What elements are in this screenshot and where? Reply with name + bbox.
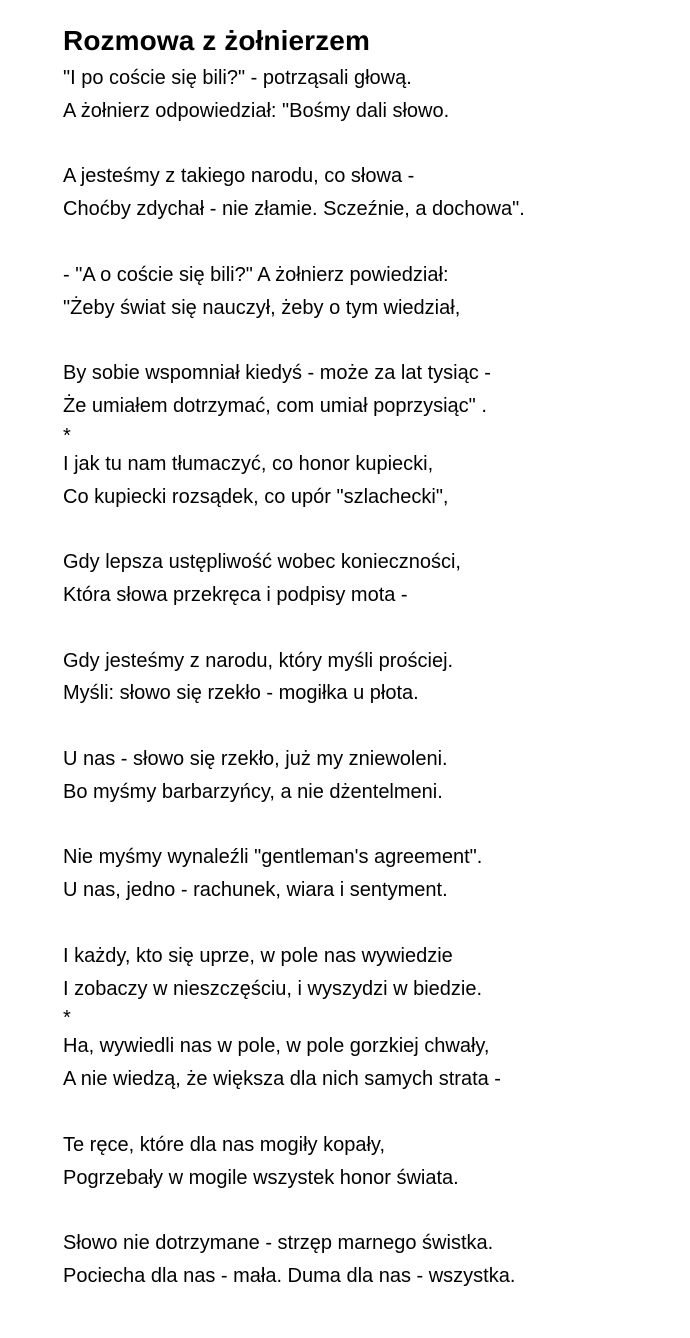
poem-line: By sobie wspomniał kiedyś - może za lat tysiąc -	[63, 362, 491, 385]
poem-line: Ha, wywiedli nas w pole, w pole gorzkiej chwały,	[63, 1035, 490, 1058]
poem-line: "I po coście się bili?" - potrząsali głową.	[63, 67, 412, 89]
poem-line: I zobaczy w nieszczęściu, i wyszydzi w biedzie.	[63, 977, 483, 1000]
poem-line: Choćby zdychał - nie złamie. Sczeźnie, a dochowa".	[63, 198, 525, 221]
poem-line: Słowo nie dotrzymane - strzęp marnego świstka.	[63, 1232, 494, 1255]
stanza-break	[63, 710, 663, 743]
stanza-break	[63, 907, 663, 940]
stanza-break	[63, 324, 663, 357]
poem-line: Gdy jesteśmy z narodu, który myśli prościej.	[63, 649, 454, 672]
stanza-break	[63, 226, 663, 259]
poem-line: Te ręce, które dla nas mogiły kopały,	[63, 1133, 386, 1156]
poem-line: A jesteśmy z takiego narodu, co słowa -	[63, 165, 415, 188]
poem-line: Że umiałem dotrzymać, com umiał poprzysiąc" .	[63, 394, 487, 417]
poem-line: "Żeby świat się nauczył, żeby o tym wiedział,	[63, 296, 461, 319]
section-divider-asterisk: *	[63, 424, 71, 447]
poem-line: Nie myśmy wynaleźli "gentleman's agreement".	[63, 846, 483, 869]
stanza-break	[63, 809, 663, 842]
poem-line: Która słowa przekręca i podpisy mota -	[63, 583, 408, 606]
poem-line: Co kupiecki rozsądek, co upór "szlachecki",	[63, 485, 449, 508]
poem-line: A nie wiedzą, że większa dla nich samych strata -	[63, 1068, 501, 1091]
poem-line: - "A o coście się bili?" A żołnierz powiedział:	[63, 263, 449, 286]
stanza-break	[63, 1194, 663, 1227]
poem-line: Pogrzebały w mogile wszystek honor świata.	[63, 1166, 459, 1189]
poem-line: Myśli: słowo się rzekło - mogiłka u płota.	[63, 682, 419, 705]
stanza-break	[63, 513, 663, 546]
poem-body	[63, 62, 663, 1293]
stanza-break	[63, 128, 663, 161]
poem-line: Bo myśmy barbarzyńcy, a nie dżentelmeni.	[63, 780, 443, 803]
poem-line: I każdy, kto się uprze, w pole nas wywiedzie	[63, 944, 453, 967]
poem-line: Gdy lepsza ustępliwość wobec konieczności,	[63, 551, 461, 574]
section-divider-asterisk: *	[63, 1007, 71, 1030]
stanza-break	[63, 612, 663, 645]
poem-line: I jak tu nam tłumaczyć, co honor kupiecki,	[63, 452, 434, 475]
poem-line: Pociecha dla nas - mała. Duma dla nas - wszystka.	[63, 1264, 516, 1287]
poem-document	[63, 22, 663, 1293]
poem-line: U nas - słowo się rzekło, już my zniewoleni.	[63, 747, 448, 770]
stanza-break	[63, 1096, 663, 1129]
poem-line: U nas, jedno - rachunek, wiara i sentyment.	[63, 879, 448, 902]
poem-title: Rozmowa z żołnierzem	[63, 25, 370, 56]
poem-line: A żołnierz odpowiedział: "Bośmy dali słowo.	[63, 99, 450, 122]
